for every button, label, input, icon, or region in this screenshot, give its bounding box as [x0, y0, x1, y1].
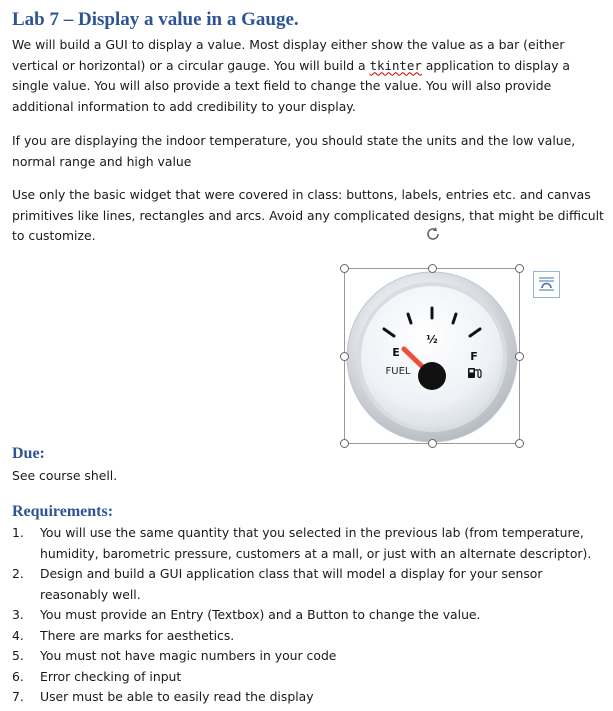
- intro-text-2: application to display a single value. You will also provide a text field to change the value. You will also provide additional information to add credibility to your display.: [12, 57, 570, 114]
- gauge-image-frame[interactable]: [344, 268, 520, 444]
- resize-handle-bottom-right[interactable]: [515, 439, 524, 448]
- resize-handle-top-right[interactable]: [515, 264, 524, 273]
- gauge-full-label: F: [470, 350, 478, 363]
- layout-options-button[interactable]: [533, 271, 560, 298]
- list-number: 6.: [12, 668, 24, 684]
- list-item: [12, 605, 608, 626]
- lab-title: Lab 7 – Display a value in a Gauge.: [12, 9, 299, 30]
- list-number: 5.: [12, 648, 24, 663]
- intro-paragraph: [12, 35, 608, 117]
- due-text: See course shell.: [12, 468, 118, 483]
- list-item: [12, 523, 608, 564]
- temperature-paragraph: If you are displaying the indoor temperature, you should state the units and the low value, normal range and high value: [12, 133, 576, 169]
- fuel-gauge-image: [344, 268, 520, 444]
- list-text: You must provide an Entry (Textbox) and a Button to change the value.: [40, 607, 481, 622]
- list-number: 3.: [12, 607, 24, 622]
- list-text: There are marks for aesthetics.: [40, 627, 235, 643]
- requirements-list: [12, 523, 608, 708]
- list-item: [12, 687, 608, 708]
- tkinter-code: tkinter: [369, 57, 422, 73]
- resize-handle-right[interactable]: [515, 352, 524, 361]
- list-text: You will use the same quantity that you selected in the previous lab (from temperature, humidity, barometric pressure, customers at a mall, or just with an alternate descriptor).: [40, 525, 592, 561]
- resize-handle-top-left[interactable]: [340, 264, 349, 273]
- resize-handle-bottom[interactable]: [428, 439, 437, 448]
- requirements-heading: Requirements:: [12, 503, 114, 520]
- list-number: 7.: [12, 689, 24, 704]
- gauge-fuel-label: FUEL: [385, 366, 411, 377]
- resize-handle-top[interactable]: [428, 264, 437, 273]
- gauge-empty-label: E: [392, 346, 400, 359]
- list-item: [12, 646, 608, 667]
- list-text: User must be able to easily read the display: [40, 689, 314, 704]
- list-text: You must not have magic numbers in your code: [40, 648, 337, 663]
- layout-options-icon: [534, 272, 559, 297]
- intro-text-1: We will build a GUI to display a value. Most display either show the value as a bar (either vertical or horizontal) or a circular gauge. You will build a: [12, 37, 565, 73]
- resize-handle-left[interactable]: [340, 352, 349, 361]
- list-number: 2.: [12, 566, 24, 581]
- list-number: 1.: [12, 525, 24, 540]
- resize-handle-bottom-left[interactable]: [340, 439, 349, 448]
- widgets-paragraph: Use only the basic widget that were covered in class: buttons, labels, entries etc. and canvas primitives like lines, rectangles and arcs. Avoid any complicated designs, that might be difficult to customize.: [12, 187, 604, 243]
- rotate-handle-icon[interactable]: [423, 224, 443, 244]
- list-item: [12, 667, 608, 688]
- due-heading: Due:: [12, 445, 45, 462]
- list-text: Error checking of input: [40, 668, 182, 684]
- list-item: [12, 564, 608, 605]
- list-number: 4.: [12, 627, 24, 643]
- gauge-hub: [418, 362, 446, 390]
- list-item: [12, 626, 608, 647]
- gauge-half-label: ½: [426, 333, 438, 346]
- list-text: Design and build a GUI application class that will model a display for your sensor reasonably well.: [40, 566, 543, 602]
